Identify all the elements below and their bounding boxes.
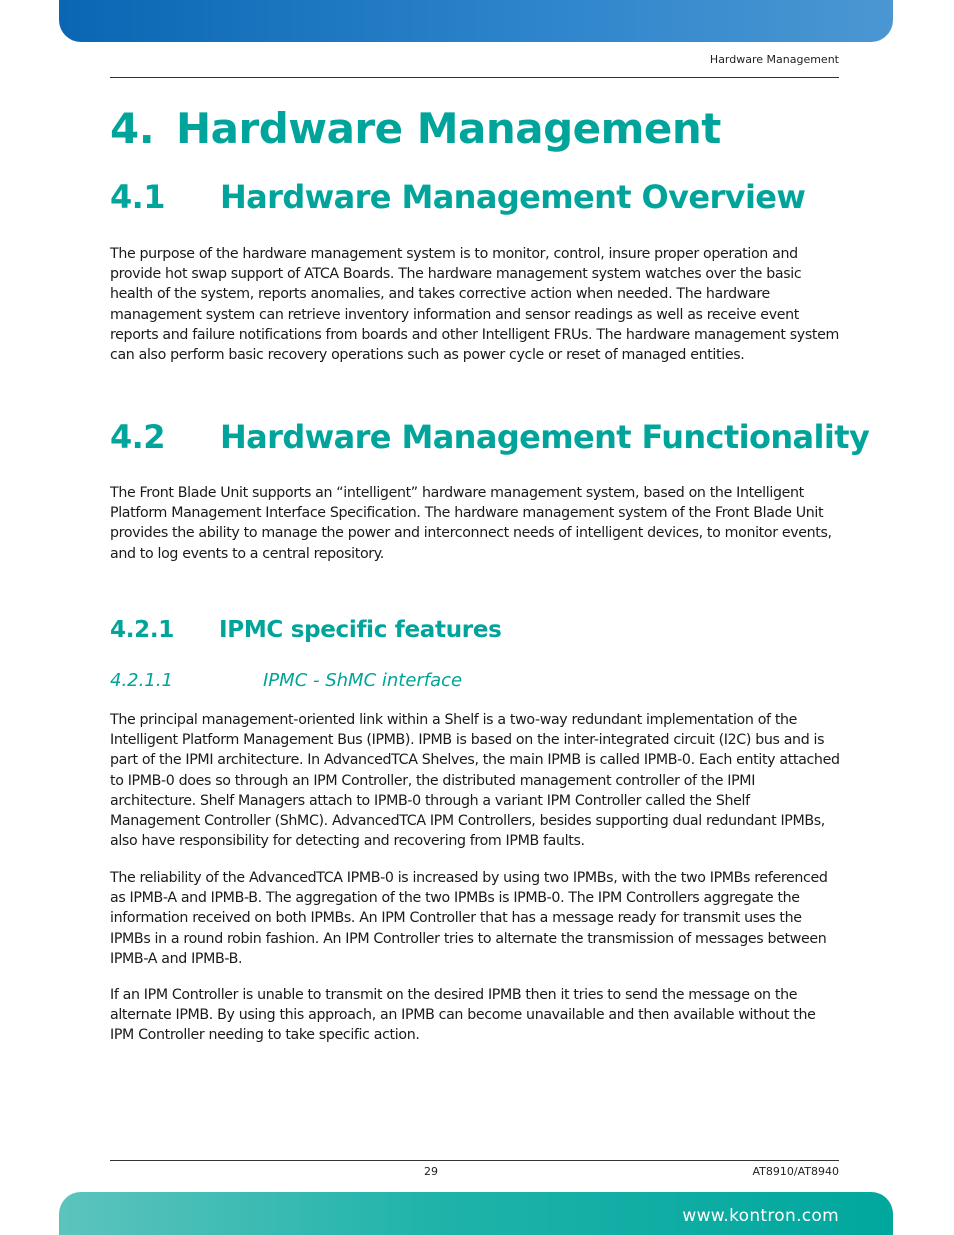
section-4-2-heading xyxy=(110,418,869,456)
chapter-number: 4. xyxy=(110,104,155,153)
subsubsection-number: 4.2.1.1 xyxy=(110,670,173,691)
page-number: 29 xyxy=(424,1165,438,1178)
section-title: Hardware Management Overview xyxy=(220,178,806,216)
top-banner xyxy=(59,0,893,42)
ipmb-paragraph: The principal management-oriented link within a Shelf is a two-way redundant implementation of the Intelligent Platform Management Bus (IPMB). IPMB is based on the inter-integrated circuit (I2C) bus and is part of the IPMI architecture. In AdvancedTCA Shelves, the main IPMB is called IPMB-0. Each entity attached to IPMB-0 does so through an IPM Controller, the distributed management controller of the IPMI architecture. Shelf Managers attach to IPMB-0 through a variant IPM Controller called the Shelf Management Controller (ShMC). AdvancedTCA IPM Controllers, besides supporting dual redundant IPMBs, also have responsibility for detecting and recovering from IPMB faults. xyxy=(110,712,840,850)
chapter-heading xyxy=(110,104,721,153)
subsection-number: 4.2.1 xyxy=(110,617,174,643)
running-header: Hardware Management xyxy=(709,53,839,66)
section-number: 4.2 xyxy=(110,418,165,456)
subsubsection-4-2-1-1-heading xyxy=(110,670,462,691)
header-divider xyxy=(110,77,839,78)
section-title: Hardware Management Functionality xyxy=(220,418,870,456)
website-link[interactable]: www.kontron.com xyxy=(682,1206,839,1226)
subsection-4-2-1-heading xyxy=(110,617,502,643)
document-id: AT8910/AT8940 xyxy=(752,1165,839,1178)
functionality-paragraph: The Front Blade Unit supports an “intelligent” hardware management system, based on the Intelligent Platform Management Interface Specification. The hardware management system of the Front Blade Unit provides the ability to manage the power and interconnect needs of intelligent devices, to monitor events, and to log events to a central repository. xyxy=(110,485,832,562)
alternate-ipmb-paragraph: If an IPM Controller is unable to transmit on the desired IPMB then it tries to send the message on the alternate IPMB. By using this approach, an IPMB can become unavailable and then available without the IPM Controller needing to take specific action. xyxy=(110,987,816,1044)
footer-divider xyxy=(110,1160,839,1161)
overview-paragraph: The purpose of the hardware management system is to monitor, control, insure proper operation and provide hot swap support of ATCA Boards. The hardware management system watches over the basic health of the system, reports anomalies, and takes corrective action when needed. The hardware management system can retrieve inventory information and sensor readings as well as receive event reports and failure notifications from boards and other Intelligent FRUs. The hardware management system can also perform basic recovery operations such as power cycle or reset of managed entities. xyxy=(110,246,839,364)
chapter-title: Hardware Management xyxy=(176,104,721,153)
subsubsection-title: IPMC - ShMC interface xyxy=(263,670,463,691)
bottom-banner xyxy=(59,1192,893,1235)
section-number: 4.1 xyxy=(110,178,165,216)
section-4-1-heading xyxy=(110,178,805,216)
subsection-title: IPMC specific features xyxy=(219,617,502,643)
reliability-paragraph: The reliability of the AdvancedTCA IPMB-0 is increased by using two IPMBs, with the two IPMBs referenced as IPMB-A and IPMB-B. The aggregation of the two IPMBs is IPMB-0. The IPM Controllers aggregate the information received on both IPMBs. An IPM Controller that has a message ready for transmit uses the IPMBs in a round robin fashion. An IPM Controller tries to alternate the transmission of messages between IPMB-A and IPMB-B. xyxy=(110,870,828,967)
